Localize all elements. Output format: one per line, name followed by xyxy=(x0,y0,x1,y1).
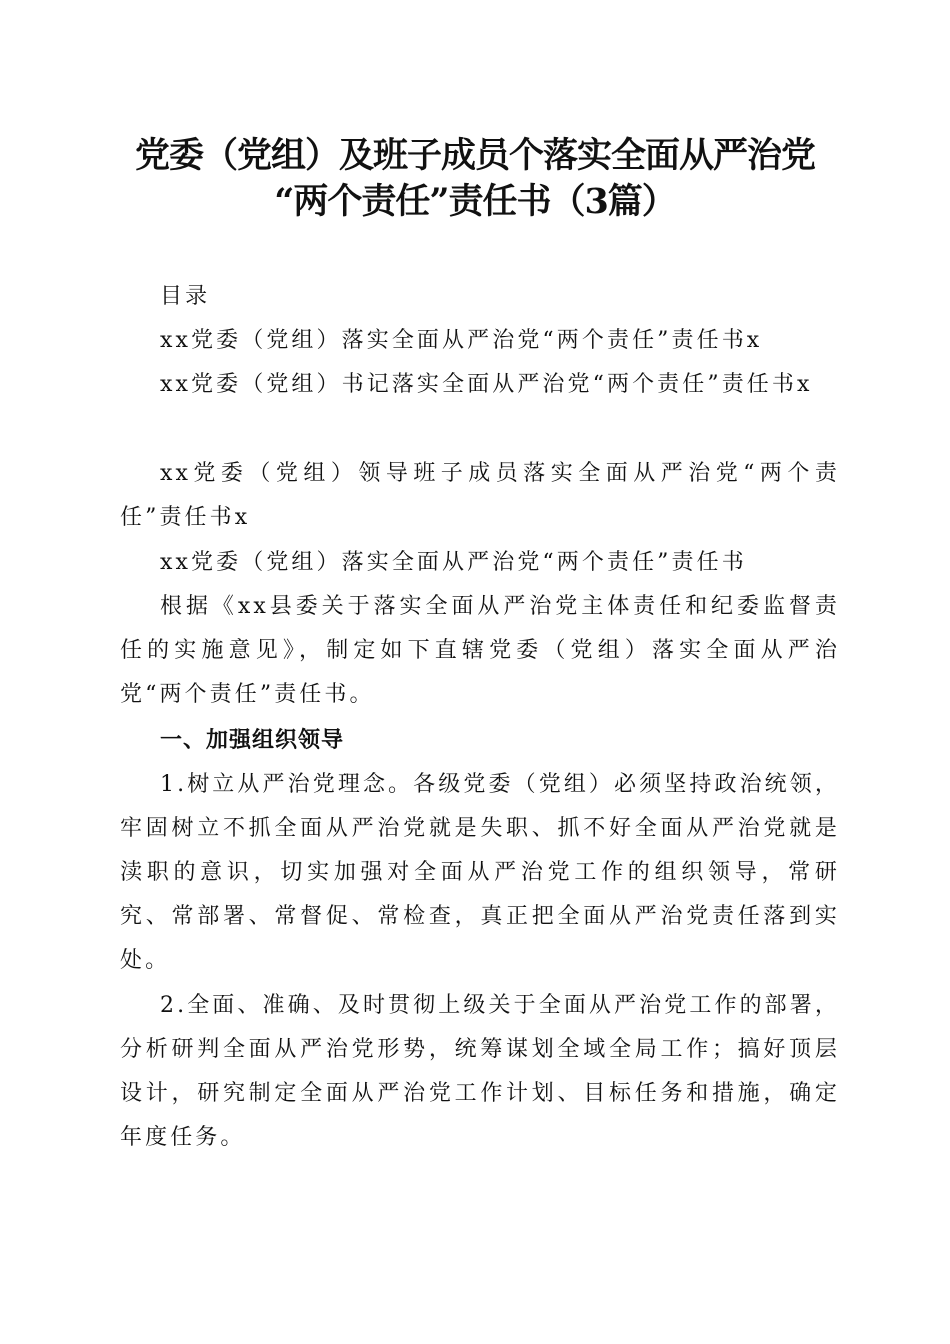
item-paragraph-2: 2.全面、准确、及时贯彻上级关于全面从严治党工作的部署，分析研判全面从严治党形势，统筹谋划全域全局工作；搞好顶层设计，研究制定全面从严治党工作计划、目标任务和措施，确定年度任务。 xyxy=(120,993,840,1150)
document-title-line-2: “两个责任”责任书（3篇） xyxy=(274,181,676,222)
section-heading: 一、加强组织领导 xyxy=(160,728,345,753)
item-paragraph-1: 1.树立从严治党理念。各级党委（党组）必须坚持政治统领，牢固树立不抓全面从严治党就是失职、抓不好全面从严治党就是渎职的意识，切实加强对全面从严治党工作的组织领导，常研究、常部署、常督促、常检查，真正把全面从严治党责任落到实处。 xyxy=(120,772,840,973)
section-title: xx党委（党组）落实全面从严治党“两个责任”责任书 xyxy=(160,550,747,575)
toc-entry: xx党委（党组）领导班子成员落实全面从严治党“两个责任”责任书x xyxy=(120,461,840,530)
toc-heading: 目录 xyxy=(160,284,211,309)
document-title-line-1: 党委（党组）及班子成员个落实全面从严治党 xyxy=(134,135,815,176)
intro-paragraph: 根据《xx县委关于落实全面从严治党主体责任和纪委监督责任的实施意见》，制定如下直辖党委（党组）落实全面从严治党“两个责任”责任书。 xyxy=(120,594,840,707)
toc-entry: xx党委（党组）书记落实全面从严治党“两个责任”责任书x xyxy=(160,372,813,397)
toc-entry: xx党委（党组）落实全面从严治党“两个责任”责任书x xyxy=(160,328,763,353)
